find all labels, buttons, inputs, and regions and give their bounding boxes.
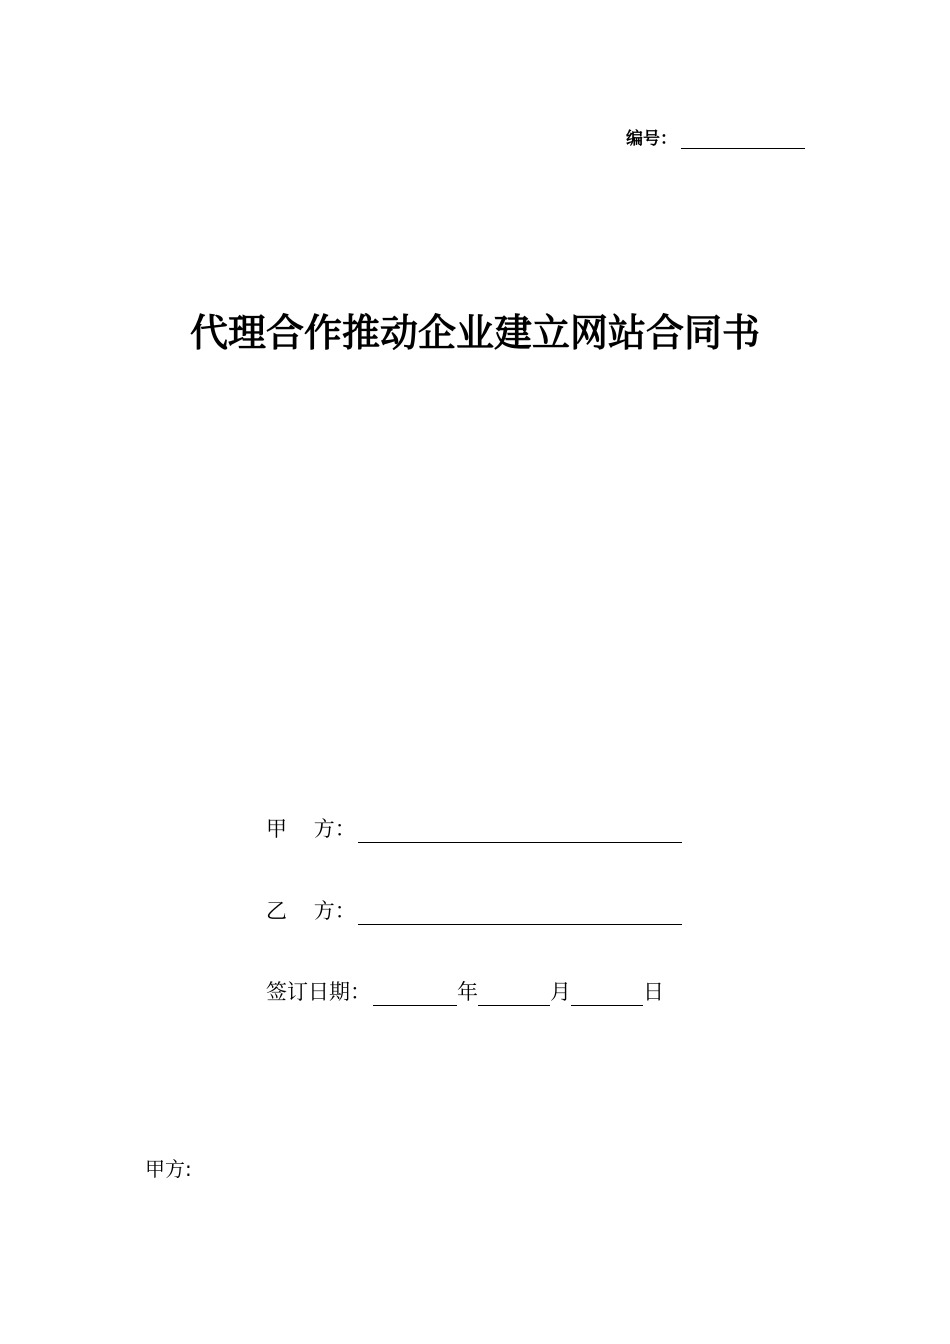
party-b-field [266,895,682,925]
party-a-blank[interactable] [358,818,682,843]
party-a-field [266,813,682,843]
serial-number-label: 编号： [626,129,677,149]
document-title: 代理合作推动企业建立网站合同书 [189,311,760,355]
month-blank[interactable] [478,981,550,1006]
sign-date-label: 签订日期： [266,980,371,1004]
serial-number-field [626,125,805,149]
sign-date-field [266,976,664,1006]
party-b-blank[interactable] [358,900,682,925]
year-label: 年 [457,980,478,1004]
day-blank[interactable] [571,981,643,1006]
serial-number-blank[interactable] [681,128,805,149]
day-label: 日 [643,980,664,1004]
year-blank[interactable] [373,981,457,1006]
party-b-label: 乙 方： [266,899,356,923]
month-label: 月 [550,980,571,1004]
party-a-label: 甲 方： [266,817,356,841]
party-a-heading: 甲方: [145,1157,192,1181]
